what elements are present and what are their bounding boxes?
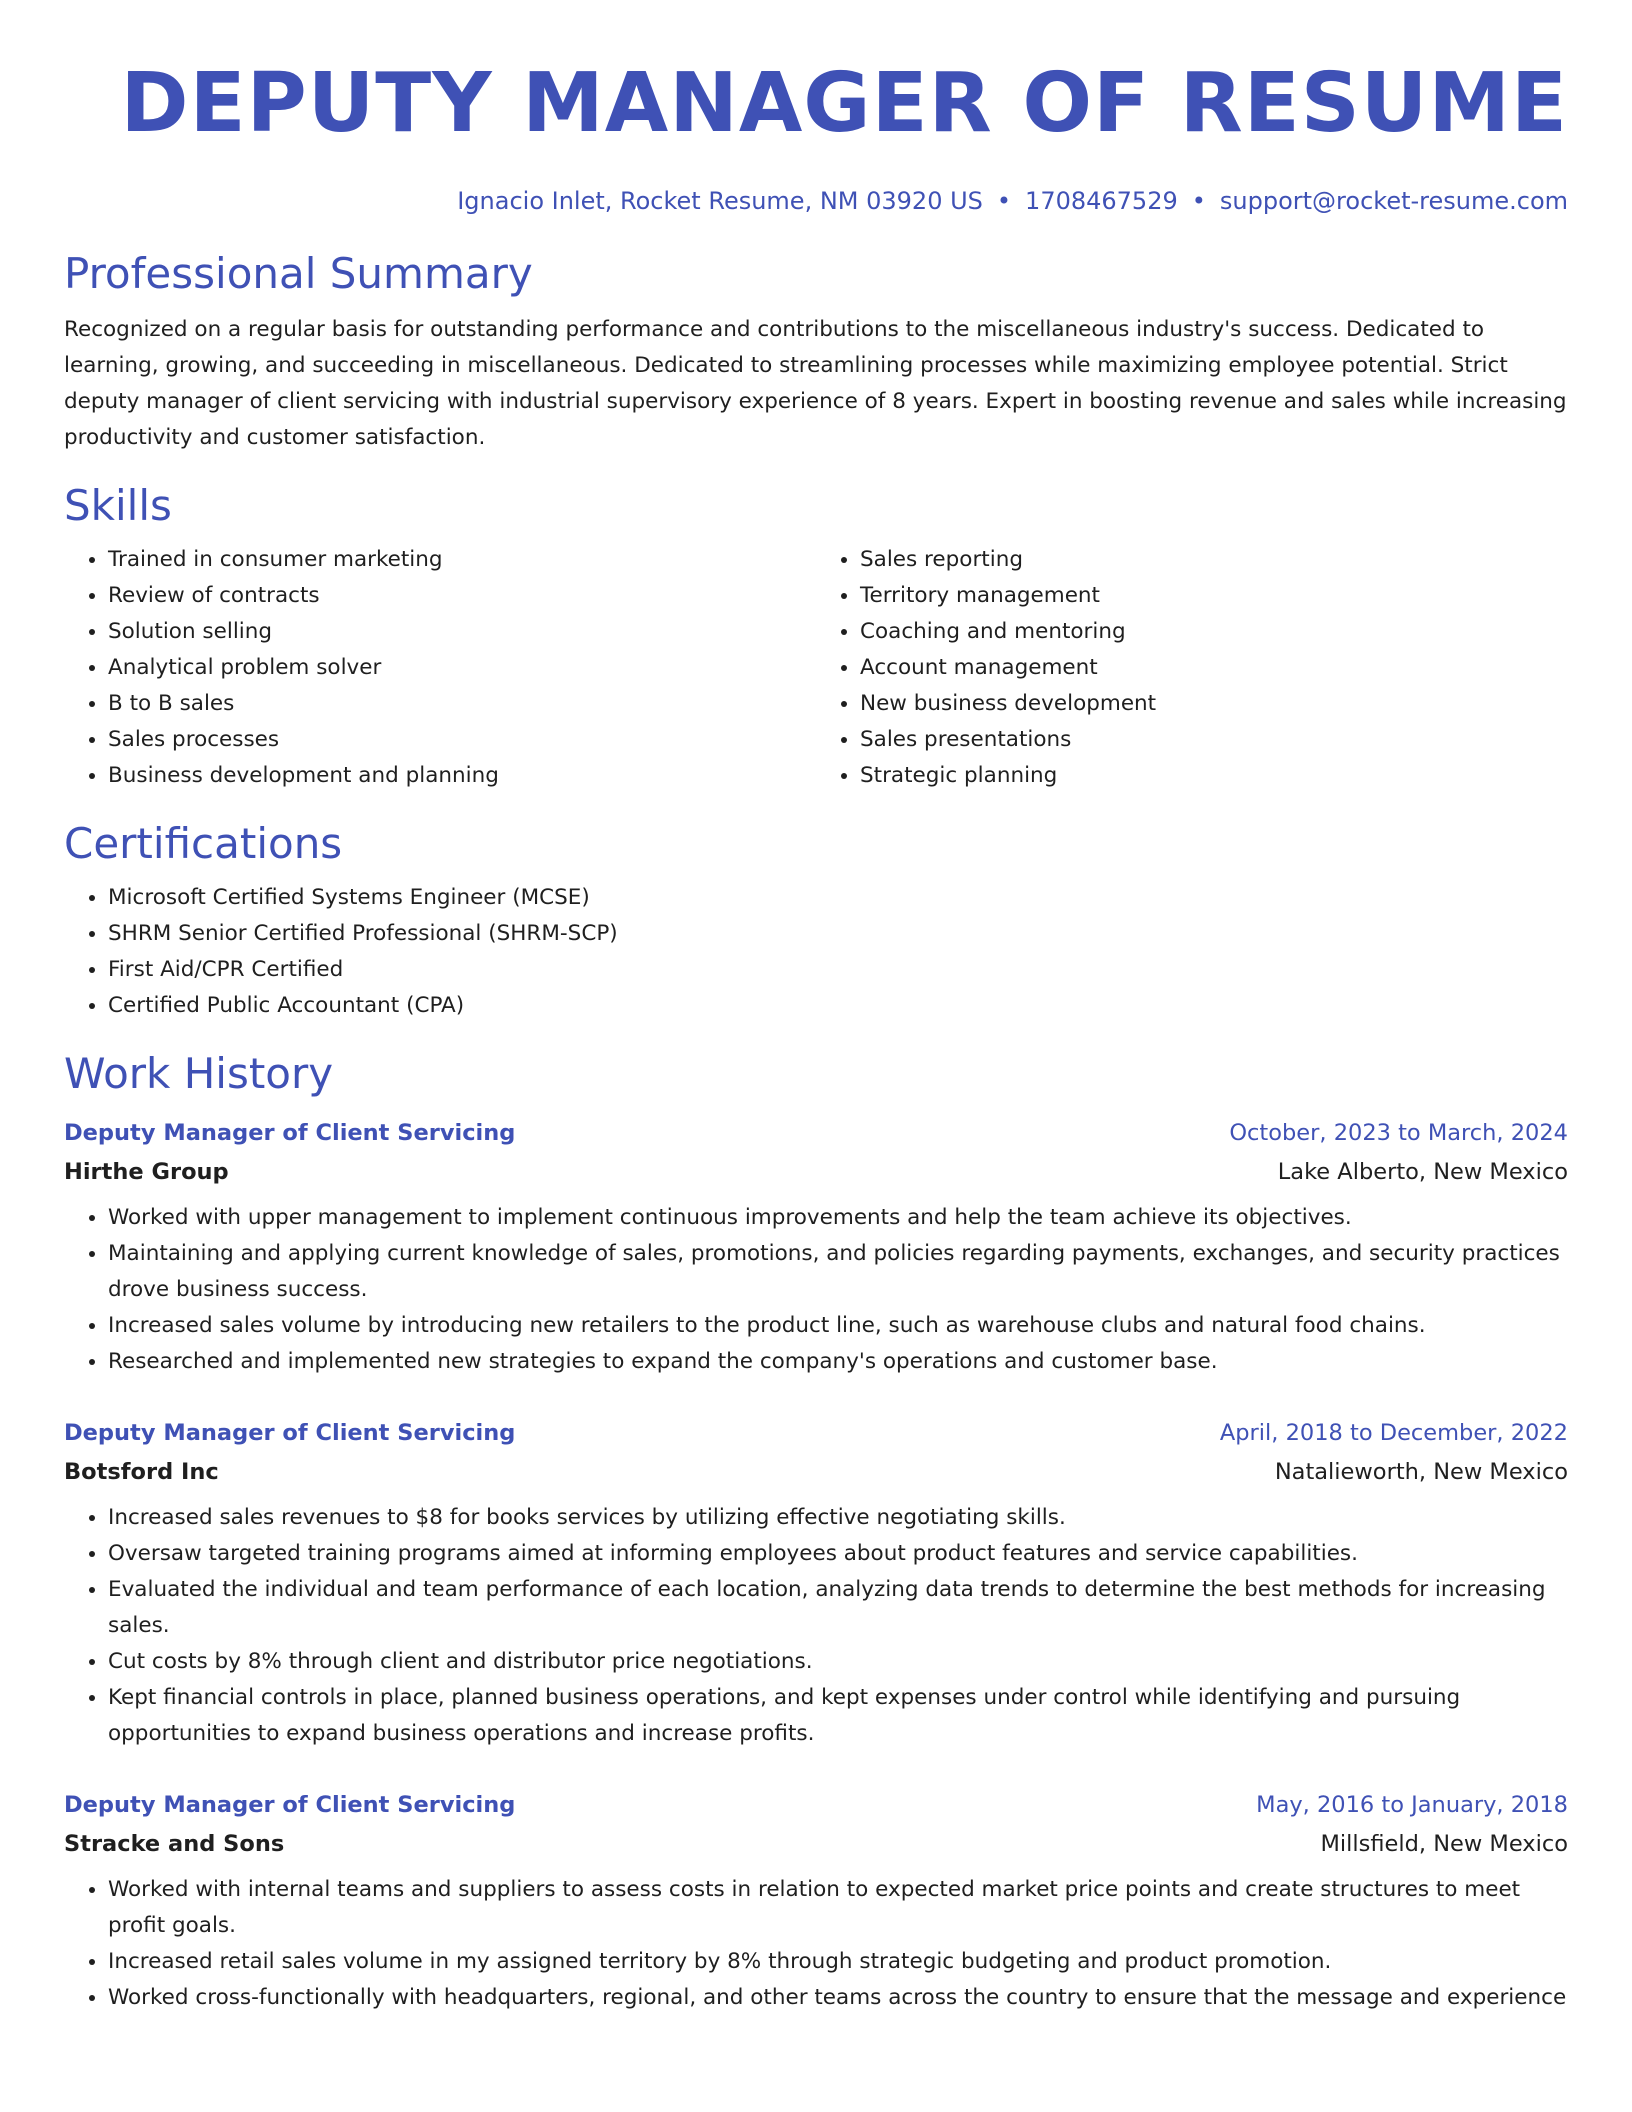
skill-item: • Account management <box>860 650 1568 686</box>
summary-section <box>64 248 1568 456</box>
summary-heading: Professional Summary <box>64 249 533 298</box>
skill-item: • Business development and planning <box>108 758 816 794</box>
job-location: Millsfield, New Mexico <box>1320 1831 1568 1857</box>
job-bullet: • Cut costs by 8% through client and distributor price negotiations. <box>108 1644 1568 1680</box>
job-bullet: • Worked with upper management to implement continuous improvements and help the team achieve its objectives. <box>108 1200 1568 1236</box>
job-bullet: • Increased sales revenues to $8 for books services by utilizing effective negotiating skills. <box>108 1500 1568 1536</box>
skills-column-right <box>816 542 1568 794</box>
work-history-heading: Work History <box>64 1049 334 1098</box>
summary-text: Recognized on a regular basis for outstanding performance and contributions to the miscellaneous industry's success. Dedicated to learning, growing, and succeeding in miscellaneous. Dedicated to streamlining processes while maximizing employee potential. Strict deputy manager of client servicing with industrial supervisory experience of 8 years. Expert in boosting revenue and sales while increasing productivity and customer satisfaction. <box>64 317 1567 450</box>
job-bullet: • Evaluated the individual and team performance of each location, analyzing data trends to determine the best methods for increasing sales. <box>108 1572 1568 1644</box>
skill-item: • Trained in consumer marketing <box>108 542 816 578</box>
skill-item: • Sales processes <box>108 722 816 758</box>
contact-address: Ignacio Inlet, Rocket Resume, NM 03920 US <box>457 187 983 215</box>
skill-item: • B to B sales <box>108 686 816 722</box>
job-bullet: • Increased sales volume by introducing new retailers to the product line, such as warehouse clubs and natural food chains. <box>108 1308 1568 1344</box>
skills-list-left <box>64 542 816 794</box>
job-header-row <box>64 1114 1568 1152</box>
job-bullet: • Worked with internal teams and suppliers to assess costs in relation to expected market price points and create structures to meet profit goals. <box>108 1872 1568 1944</box>
skills-grid <box>64 542 1568 794</box>
contact-line <box>64 186 1568 216</box>
job-bullets <box>64 1200 1568 1380</box>
job-company: Hirthe Group <box>64 1159 229 1185</box>
skill-item: • New business development <box>860 686 1568 722</box>
job-title: Deputy Manager of Client Servicing <box>64 1420 516 1446</box>
skill-item: • Review of contracts <box>108 578 816 614</box>
skills-list-right <box>816 542 1568 794</box>
certification-item: • First Aid/CPR Certified <box>108 952 1568 988</box>
contact-separator: • <box>996 187 1012 215</box>
skill-item: • Strategic planning <box>860 758 1568 794</box>
job-entry <box>64 1786 1568 2016</box>
job-bullets <box>64 1500 1568 1752</box>
certifications-section <box>64 818 1568 1024</box>
work-history-section <box>64 1048 1568 2016</box>
certifications-list <box>64 880 1568 1024</box>
skills-column-left <box>64 542 816 794</box>
job-dates: April, 2018 to December, 2022 <box>1219 1420 1568 1446</box>
job-bullet: • Worked cross-functionally with headquarters, regional, and other teams across the country to ensure that the message and experience <box>108 1980 1568 2016</box>
certifications-heading: Certifications <box>64 819 343 868</box>
contact-phone: 1708467529 <box>1025 187 1178 215</box>
job-entry <box>64 1414 1568 1752</box>
skill-item: • Solution selling <box>108 614 816 650</box>
certification-item: • Certified Public Accountant (CPA) <box>108 988 1568 1024</box>
job-company-row <box>64 1452 1568 1492</box>
job-header-row <box>64 1786 1568 1824</box>
skills-section <box>64 480 1568 794</box>
skill-item: • Sales reporting <box>860 542 1568 578</box>
job-dates: October, 2023 to March, 2024 <box>1229 1120 1568 1146</box>
job-bullet: • Increased retail sales volume in my assigned territory by 8% through strategic budgeting and product promotion. <box>108 1944 1568 1980</box>
job-title: Deputy Manager of Client Servicing <box>64 1120 516 1146</box>
skill-item: • Coaching and mentoring <box>860 614 1568 650</box>
job-title: Deputy Manager of Client Servicing <box>64 1792 516 1818</box>
job-company: Botsford Inc <box>64 1459 219 1485</box>
job-location: Natalieworth, New Mexico <box>1274 1459 1568 1485</box>
job-entry <box>64 1114 1568 1380</box>
skill-item: • Territory management <box>860 578 1568 614</box>
job-company: Stracke and Sons <box>64 1831 285 1857</box>
job-bullets <box>64 1872 1568 2016</box>
certification-item: • SHRM Senior Certified Professional (SHRM-SCP) <box>108 916 1568 952</box>
skill-item: • Sales presentations <box>860 722 1568 758</box>
job-bullet: • Researched and implemented new strategies to expand the company's operations and customer base. <box>108 1344 1568 1380</box>
job-location: Lake Alberto, New Mexico <box>1277 1159 1568 1185</box>
skill-item: • Analytical problem solver <box>108 650 816 686</box>
job-bullet: • Kept financial controls in place, planned business operations, and kept expenses under control while identifying and pursuing opportunities to expand business operations and increase profits. <box>108 1680 1568 1752</box>
resume-name: DEPUTY MANAGER OF RESUME <box>120 56 1568 151</box>
skills-heading: Skills <box>64 481 172 530</box>
job-company-row <box>64 1152 1568 1192</box>
contact-email: support@rocket-resume.com <box>1219 187 1568 215</box>
job-header-row <box>64 1414 1568 1452</box>
job-company-row <box>64 1824 1568 1864</box>
certification-item: • Microsoft Certified Systems Engineer (MCSE) <box>108 880 1568 916</box>
contact-separator: • <box>1191 187 1206 215</box>
job-bullet: • Maintaining and applying current knowledge of sales, promotions, and policies regarding payments, exchanges, and security practices drove business success. <box>108 1236 1568 1308</box>
job-bullet: • Oversaw targeted training programs aimed at informing employees about product features and service capabilities. <box>108 1536 1568 1572</box>
job-dates: May, 2016 to January, 2018 <box>1256 1792 1568 1818</box>
